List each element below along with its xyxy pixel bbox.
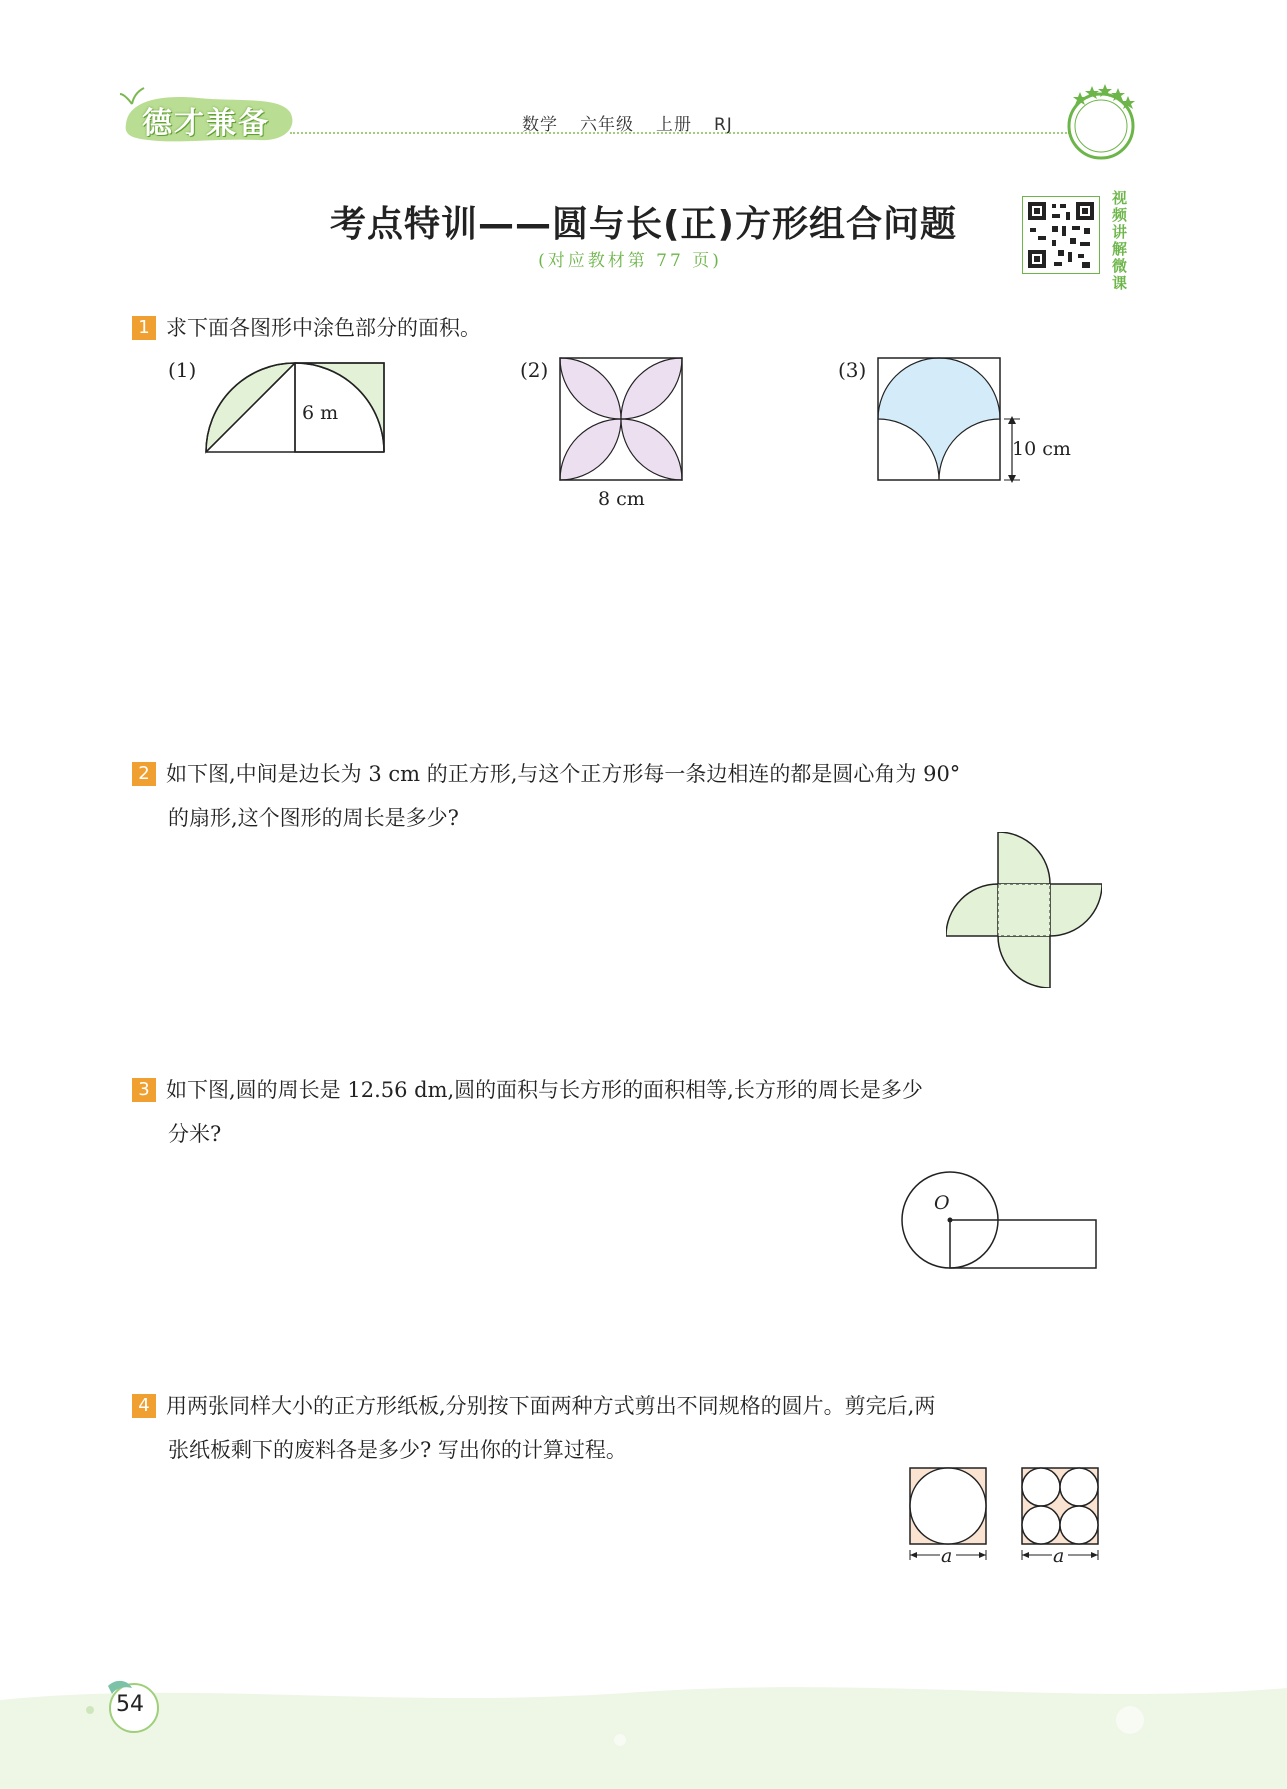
question-4	[132, 1384, 1152, 1472]
question-2-line-1: 如下图,中间是边长为 3 cm 的正方形,与这个正方形每一条边相连的都是圆心角为 90°	[166, 762, 961, 786]
circle-center-label: O	[934, 1192, 950, 1214]
question-2-line-2: 的扇形,这个图形的周长是多少?	[168, 806, 459, 830]
page-subtitle: (对应教材第 77 页)	[538, 251, 722, 271]
header-edition: RJ	[714, 115, 733, 135]
page-number-text: 54	[116, 1692, 144, 1717]
qr-label: 视频讲解微课	[1112, 189, 1128, 292]
seal-icon	[1060, 80, 1142, 162]
footer-wave	[0, 1680, 1287, 1789]
header-volume: 上册	[656, 115, 692, 135]
side-label-2: a	[1053, 1545, 1065, 1567]
qr-code-icon[interactable]	[1022, 196, 1100, 274]
figure-3-dimension: 10 cm	[1012, 438, 1071, 460]
author-seal	[1060, 80, 1142, 162]
header-subject: 数学	[522, 115, 558, 135]
question-3-line-1: 如下图,圆的周长是 12.56 dm,圆的面积与长方形的面积相等,长方形的周长是多少	[166, 1078, 923, 1102]
figure-1-dimension: 6 m	[302, 402, 339, 424]
question-2-diagram	[946, 832, 1102, 988]
question-number-badge: 2	[132, 762, 156, 786]
question-number-badge: 4	[132, 1394, 156, 1418]
question-number-badge: 1	[132, 316, 156, 340]
question-number-badge: 3	[132, 1078, 156, 1102]
page-title: 考点特训——圆与长(正)方形组合问题	[330, 204, 957, 245]
figure-1-diagram	[200, 350, 390, 460]
figure-2-dimension: 8 cm	[598, 488, 645, 510]
question-3	[132, 1068, 1152, 1156]
header-grade: 六年级	[580, 115, 634, 135]
brand-logo	[118, 84, 298, 146]
page-number	[106, 1678, 162, 1734]
question-1	[132, 306, 481, 350]
logo-text: 德才兼备	[142, 106, 270, 141]
figure-2-label: (2)	[520, 358, 549, 382]
figure-1-label: (1)	[168, 358, 197, 382]
figure-3-diagram	[874, 354, 1074, 490]
figure-3-label: (3)	[838, 358, 867, 382]
question-4-line-2: 张纸板剩下的废料各是多少? 写出你的计算过程。	[168, 1438, 627, 1462]
question-3-line-2: 分米?	[168, 1122, 222, 1146]
header-divider	[290, 132, 1070, 134]
question-1-text: 求下面各图形中涂色部分的面积。	[166, 316, 481, 340]
side-label-1: a	[941, 1545, 953, 1567]
question-4-line-1: 用两张同样大小的正方形纸板,分别按下面两种方式剪出不同规格的圆片。剪完后,两	[166, 1394, 936, 1418]
question-3-diagram	[900, 1168, 1100, 1272]
question-2	[132, 752, 1152, 840]
figure-2-diagram	[556, 354, 686, 484]
